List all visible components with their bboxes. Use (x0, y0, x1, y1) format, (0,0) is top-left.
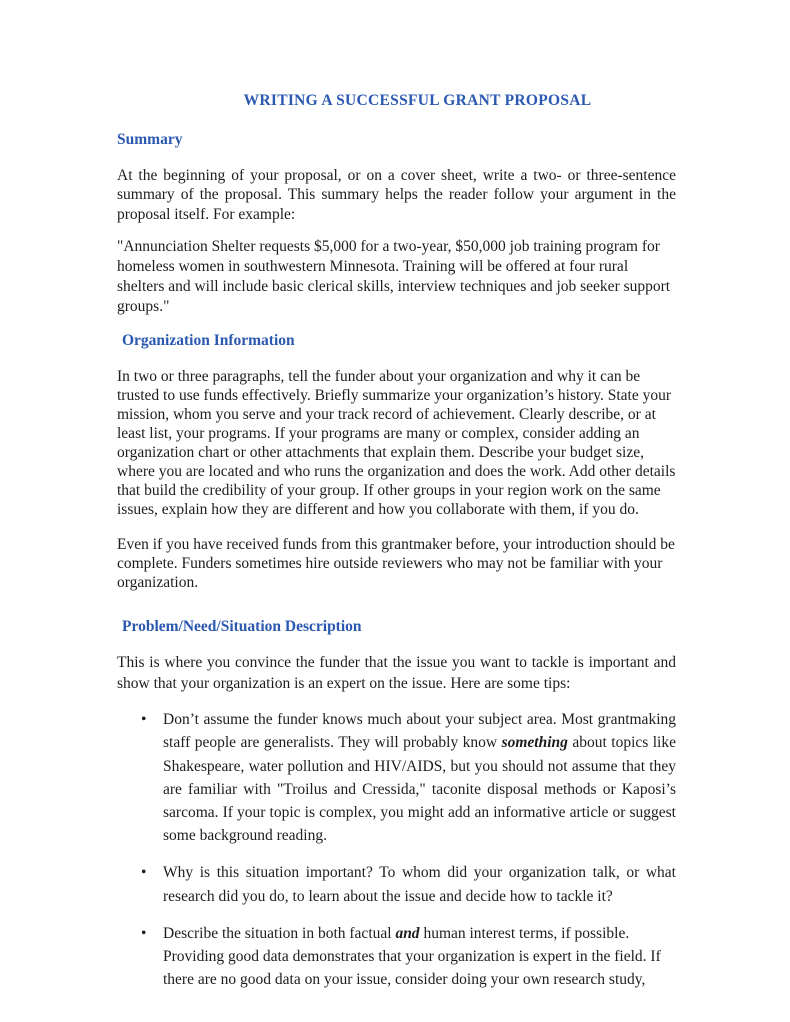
section-heading-organization-information: Organization Information (122, 332, 295, 350)
text-segment: human interest terms, if possible. Providing good data demonstrates that your organization is expert in the field. If there are no good data on your issue, consider doing your own research study, (163, 924, 661, 989)
tips-list (117, 708, 676, 991)
list-item-why-important (117, 861, 676, 907)
text-segment: Why is this situation important? To whom did your organization talk, or what research did you do, to learn about the issue and decide how to tackle it? (163, 864, 676, 905)
emphasized-text: something (501, 734, 568, 752)
text-segment: about topics like Shakespeare, water pollution and HIV/AIDS, but you should not assume that they are familiar with "Troilus and Cressida," taconite disposal methods or Kaposi’s sarcoma. If your topic is complex, you might add an informative article or suggest some background reading. (163, 734, 676, 845)
list-item-dont-assume (117, 708, 676, 847)
problem-intro-paragraph: This is where you convince the funder that the issue you want to tackle is important and show that your organization is an expert on the issue. Here are some tips: (117, 654, 676, 692)
list-item-describe-situation (117, 922, 676, 992)
grantmaker-note-paragraph: Even if you have received funds from this grantmaker before, your introduction should be complete. Funders sometimes hire outside reviewers who may not be familiar with your organization. (117, 535, 675, 592)
section-heading-problem-need-situation: Problem/Need/Situation Description (122, 618, 362, 636)
document-title: WRITING A SUCCESSFUL GRANT PROPOSAL (243, 92, 592, 109)
summary-intro-paragraph: At the beginning of your proposal, or on a cover sheet, write a two- or three-sentence summary of the proposal. This summary helps the reader follow your argument in the proposal itself. For example: (117, 167, 676, 223)
emphasized-text: and (395, 924, 420, 942)
text-segment: Describe the situation in both factual (163, 924, 396, 942)
text-segment: Don’t assume the funder knows much about your subject area. Most grantmaking staff people are generalists. They will probably know (163, 711, 676, 752)
section-heading-summary: Summary (117, 131, 183, 148)
organization-info-paragraph: In two or three paragraphs, tell the funder about your organization and why it can be trusted to use funds effectively. Briefly summarize your organization’s history. State your mission, whom you serve and your track record of achievement. Clearly describe, or at least list, your programs. If your programs are many or complex, consider adding an organization chart or other attachments that explain them. Describe your budget size, where you are located and who runs the organization and does the work. Add other details that build the credibility of your group. If other groups in your region work on the same issues, explain how they are different and how you collaborate with them, if you do. (117, 368, 676, 518)
example-quote-paragraph: "Annunciation Shelter requests $5,000 for a two-year, $50,000 job training program for homeless women in southwestern Minnesota. Training will be offered at four rural shelters and will include basic clerical skills, interview techniques and job seeker support groups." (117, 238, 671, 315)
